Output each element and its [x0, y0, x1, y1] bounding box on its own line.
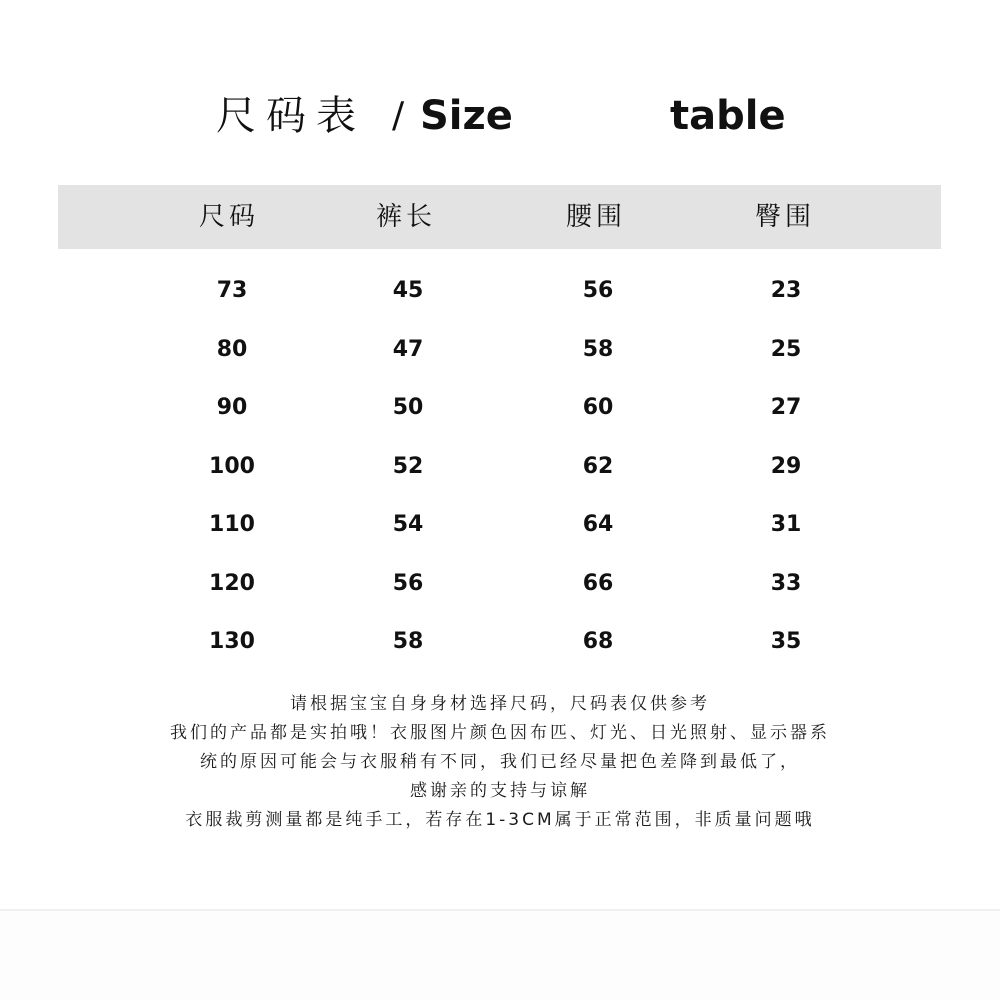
- cell-hip: 33: [770, 570, 802, 596]
- cell-pants-length: 56: [392, 570, 424, 596]
- cell-waist: 64: [582, 512, 614, 537]
- cell-hip: 27: [770, 395, 802, 420]
- cell-pants-length: 58: [392, 629, 424, 654]
- note-line: 感谢亲的支持与谅解: [410, 781, 590, 801]
- header-hip: 臀围: [754, 202, 815, 232]
- cell-size: 90: [216, 395, 248, 420]
- cell-size: 130: [209, 629, 255, 654]
- table-row: [0, 379, 1000, 438]
- cell-hip: 29: [770, 453, 802, 479]
- table-header-row: [58, 185, 941, 249]
- cell-waist: 68: [582, 629, 614, 654]
- page-title: [0, 88, 1000, 144]
- cell-waist: 66: [582, 570, 614, 596]
- cell-size: 80: [216, 336, 248, 362]
- cell-hip: 31: [770, 512, 802, 537]
- size-notes: [0, 690, 1000, 835]
- title-separator: /: [392, 95, 405, 136]
- header-pants-length: 裤长: [375, 202, 436, 232]
- table-row: [0, 555, 1000, 614]
- cell-waist: 60: [582, 395, 614, 420]
- cell-size: 100: [209, 453, 255, 479]
- cell-waist: 58: [582, 336, 614, 362]
- note-line: 衣服裁剪测量都是纯手工，若存在1-3CM属于正常范围，非质量问题哦: [185, 810, 815, 830]
- cell-pants-length: 50: [392, 395, 424, 420]
- note-line: 统的原因可能会与衣服稍有不同，我们已经尽量把色差降到最低了，: [200, 752, 800, 772]
- table-row: [0, 262, 1000, 321]
- header-size: 尺码: [198, 202, 259, 232]
- footer-area: [0, 911, 1000, 1000]
- cell-waist: 56: [582, 278, 614, 303]
- cell-hip: 25: [770, 336, 802, 362]
- cell-size: 120: [209, 570, 255, 596]
- cell-pants-length: 54: [392, 512, 424, 537]
- title-chinese: 尺码表: [216, 93, 366, 139]
- cell-pants-length: 45: [392, 278, 424, 303]
- cell-pants-length: 47: [392, 336, 424, 362]
- table-row: [0, 496, 1000, 555]
- size-table-body: [0, 262, 1000, 672]
- header-waist: 腰围: [565, 202, 626, 232]
- note-line: 请根据宝宝自身身材选择尺码，尺码表仅供参考: [290, 694, 710, 714]
- cell-waist: 62: [582, 453, 614, 479]
- note-line: 我们的产品都是实拍哦！衣服图片颜色因布匹、灯光、日光照射、显示器系: [170, 723, 830, 743]
- cell-size: 73: [216, 278, 248, 303]
- table-row: [0, 438, 1000, 497]
- table-row: [0, 613, 1000, 672]
- cell-hip: 23: [770, 278, 802, 303]
- title-size: Size: [420, 93, 513, 139]
- cell-pants-length: 52: [392, 453, 424, 479]
- table-row: [0, 321, 1000, 380]
- cell-size: 110: [209, 512, 255, 537]
- title-table: table: [670, 93, 786, 139]
- cell-hip: 35: [770, 629, 802, 654]
